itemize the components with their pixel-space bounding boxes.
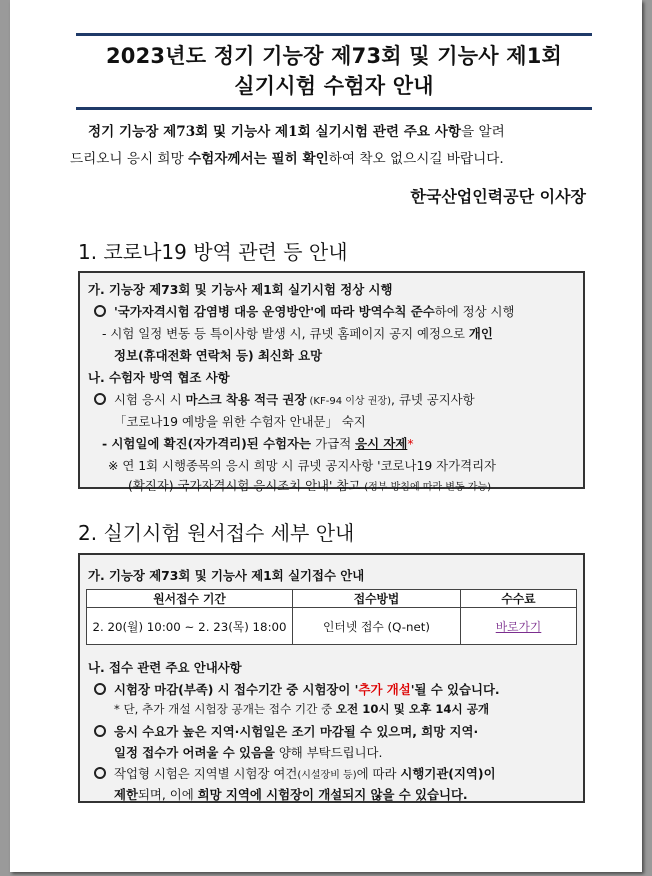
s2-b2-l1 (94, 722, 478, 740)
title-line-1: 2023년도 정기 기능장 제73회 및 기능사 제1회 (105, 44, 563, 68)
table-header: 접수방법 (293, 590, 461, 608)
s1-a-title: 가. 기능장 제73회 및 기능사 제1회 실기시험 정상 시행 (88, 282, 393, 297)
s2-b2-l1-text: 응시 수요가 높은 지역·시험일은 조기 마감될 수 있으며, 희망 지역· (114, 724, 479, 739)
s2-b1-note (114, 701, 489, 717)
s2-b1-b: 추가 개설 (358, 682, 411, 697)
intro-paragraph (70, 119, 590, 173)
section1-box (78, 271, 585, 493)
s1-b-item-l2: 「코로나19 예방을 위한 수험자 안내문」 숙지 (114, 414, 366, 429)
s2-b-title: 나. 접수 관련 주요 안내사항 (88, 660, 242, 675)
section2-box (78, 553, 585, 803)
intro-text-2: 드리오니 응시 희망 (70, 151, 189, 167)
s1-a-dash-l2: 정보(휴대전화 연락처 등) 최신화 요망 (114, 348, 323, 363)
signature: 한국산업인력공단 이사장 (410, 187, 586, 206)
s2-b2-l2a: 일정 접수가 어려울 수 있음을 (114, 745, 275, 760)
title-line-2: 실기시험 수험자 안내 (234, 74, 434, 98)
s1-b-dash-a: - 시험일에 확진(자가격리)된 수험자는 (102, 436, 316, 451)
s1-a-dash-l1 (102, 324, 493, 342)
s2-b3-l2 (114, 785, 468, 803)
s2-b3-l2c: 희망 지역에 시험장이 개설되지 않을 수 있습니다. (197, 787, 468, 802)
period-cell: 2. 20(월) 10:00 ~ 2. 23(목) 18:00 (87, 608, 293, 645)
s1-b-item-d: , 큐넷 공지사항 (390, 392, 475, 407)
intro-text-3: 하여 착오 없으시길 바랍니다. (328, 151, 504, 167)
s2-b3-l1a: 작업형 시험은 지역별 시험장 여건 (114, 766, 298, 781)
shortcut-link[interactable]: 바로가기 (495, 619, 542, 634)
s1-b-item-l1 (94, 390, 475, 408)
s1-a-item-rest: 하에 정상 시행 (434, 304, 515, 319)
s1-b-item-b: 마스크 착용 적극 권장 (185, 392, 307, 407)
s2-b1-a: 시험장 마감(부족) 시 접수기간 중 시험장이 ' (114, 682, 359, 697)
s1-a-dash-text: - 시험 일정 변동 등 특이사항 발생 시, 큐넷 홈페이지 공지 예정으로 (102, 326, 469, 341)
s1-b-note-l2a: (확진자) 국가자격시험 응시조치 안내' 참고 (128, 478, 365, 493)
s2-b1-c: '될 수 있습니다. (410, 682, 500, 697)
title-top-rule (76, 33, 592, 36)
intro-bold-2: 수험자께서는 필히 확인 (188, 151, 329, 167)
intro-bold-1: 정기 기능장 제73회 및 기능사 제1회 실기시험 관련 주요 사항 (88, 124, 461, 140)
s2-b1-note-a: * 단, 추가 개설 시험장 공개는 접수 기간 중 (114, 702, 336, 716)
table-header: 수수료 (461, 590, 577, 608)
circle-bullet-icon (94, 725, 106, 737)
table-header: 원서접수 기간 (87, 590, 293, 608)
s1-b-dash-c: 응시 자제 (355, 436, 408, 451)
title-bottom-rule (76, 107, 592, 110)
s1-b-item-a: 시험 응시 시 (114, 392, 186, 407)
title-block (76, 33, 592, 110)
s2-b3-l1b: (시설장비 등) (297, 770, 357, 781)
asterisk-mark: * (407, 436, 414, 451)
s2-b3-l2b: 되며, 이에 (137, 787, 198, 802)
table-header-row (87, 590, 577, 608)
s2-a-title: 가. 기능장 제73회 및 기능사 제1회 실기접수 안내 (88, 568, 365, 583)
s2-b3-l1c: 에 따라 (356, 766, 401, 781)
circle-bullet-icon (94, 393, 106, 405)
s2-b3-l2a: 제한 (114, 787, 138, 802)
s2-b1 (94, 680, 500, 698)
s1-b-dash (102, 434, 414, 452)
page-title (76, 41, 592, 101)
circle-bullet-icon (94, 683, 106, 695)
s1-a-dash-bold: 개인 (468, 326, 493, 341)
s2-b2-l2b: 양해 부탁드립니다. (274, 745, 383, 760)
section1-heading: 1. 코로나19 방역 관련 등 안내 (78, 240, 348, 264)
s2-b1-note-b: 오전 10시 및 오후 14시 공개 (335, 702, 490, 716)
circle-bullet-icon (94, 305, 106, 317)
s1-b-note-l2 (128, 476, 491, 494)
intro-text-1: 을 알려 (461, 124, 505, 140)
method-cell: 인터넷 접수 (Q-net) (293, 608, 461, 645)
s2-b2-l2 (114, 743, 382, 761)
s2-b3-l1 (94, 764, 496, 782)
s1-b-item-c: (KF-94 이상 권장) (306, 396, 391, 407)
s1-a-item-bold: '국가자격시험 감염병 대응 운영방안'에 따라 방역수칙 준수 (114, 304, 435, 319)
fee-cell (461, 608, 577, 645)
registration-table (86, 589, 577, 645)
s1-a-item (94, 302, 514, 320)
s2-b3-l1d: 시행기관(지역)이 (400, 766, 496, 781)
document-page (10, 0, 642, 872)
circle-bullet-icon (94, 767, 106, 779)
s1-b-title: 나. 수험자 방역 협조 사항 (88, 370, 230, 385)
section2-heading: 2. 실기시험 원서접수 세부 안내 (78, 521, 355, 545)
table-row (87, 608, 577, 645)
s1-b-dash-b: 가급적 (315, 436, 356, 451)
s1-b-note-l2b: (정부 방침에 따라 변동 가능) (364, 482, 492, 493)
s1-b-note-l1: ※ 연 1회 시행종목의 응시 희망 시 큐넷 공지사항 '코로나19 자가격리자 (108, 458, 497, 473)
